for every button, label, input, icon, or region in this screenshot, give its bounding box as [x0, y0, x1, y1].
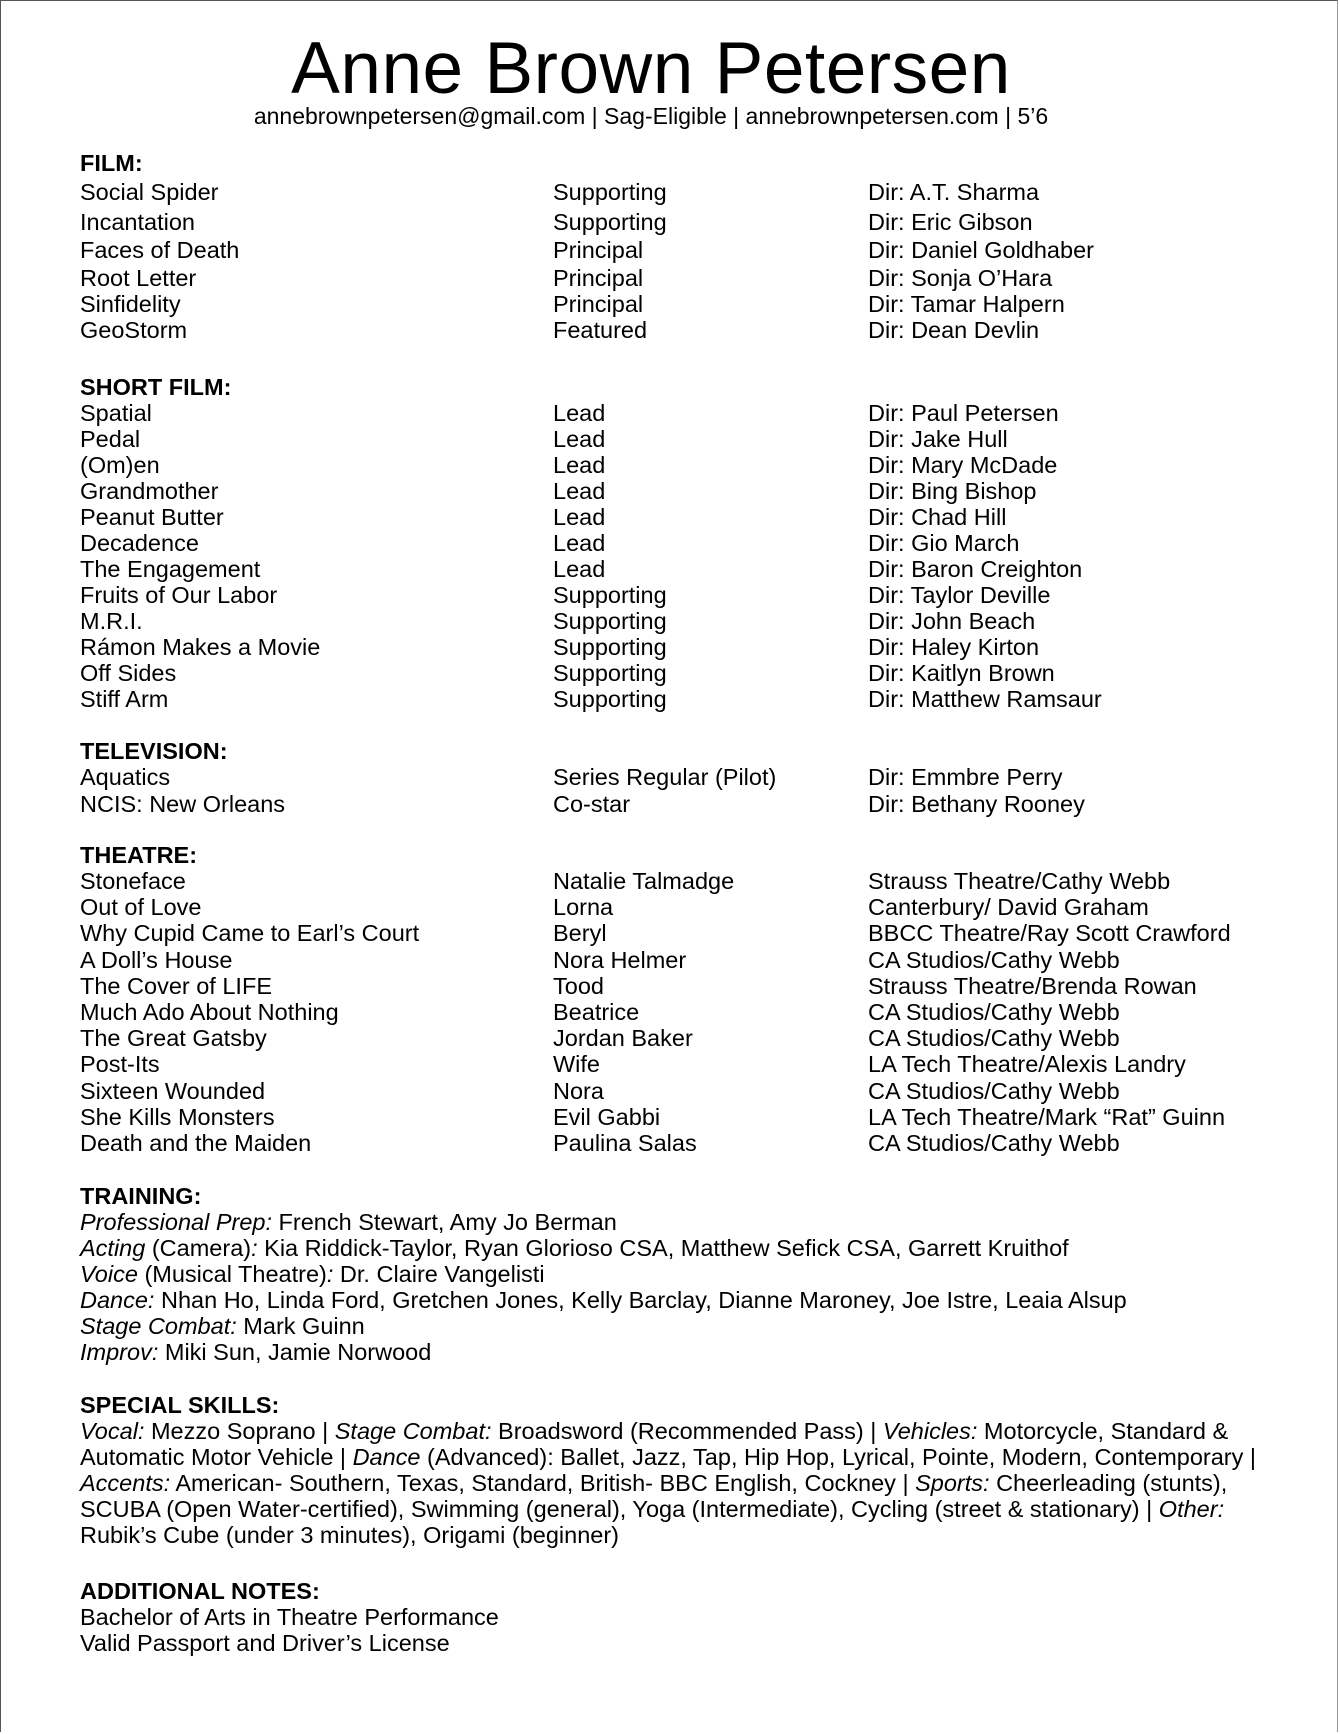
credit-director: Dir: Bing Bishop — [868, 478, 1037, 504]
credit-director: CA Studios/Cathy Webb — [868, 1130, 1120, 1157]
credit-director: LA Tech Theatre/Mark “Rat” Guinn — [868, 1103, 1226, 1130]
credit-role: Beryl — [553, 920, 607, 947]
credit-director: LA Tech Theatre/Alexis Landry — [868, 1051, 1186, 1078]
credit-director: BBCC Theatre/Ray Scott Crawford — [868, 920, 1231, 947]
credit-director: Dir: Baron Creighton — [868, 556, 1083, 582]
credit-title: Much Ado About Nothing — [80, 999, 339, 1026]
training-heading: TRAINING: — [80, 1183, 202, 1209]
credit-director: Dir: Dean Devlin — [868, 317, 1040, 343]
television-credits — [80, 764, 1280, 817]
credit-row — [80, 608, 1280, 634]
credit-title: (Om)en — [80, 452, 160, 478]
film-credits — [80, 176, 1280, 343]
credit-row — [80, 660, 1280, 686]
credit-role: Lead — [553, 426, 606, 452]
training-section — [80, 1183, 1280, 1365]
credit-row — [80, 317, 1280, 343]
credit-director: CA Studios/Cathy Webb — [868, 946, 1120, 973]
credit-row — [80, 999, 1280, 1025]
credit-director: Dir: John Beach — [868, 608, 1036, 634]
television-section — [80, 738, 1280, 817]
credit-role: Lead — [553, 400, 606, 426]
credit-title: Why Cupid Came to Earl’s Court — [80, 920, 420, 947]
credit-title: Decadence — [80, 530, 199, 556]
credit-role: Supporting — [553, 582, 667, 608]
credit-title: Out of Love — [80, 894, 202, 921]
credit-row — [80, 1104, 1280, 1130]
contact-line: annebrownpetersen@gmail.com | Sag-Eligible | annebrownpetersen.com | 5’6 — [253, 103, 1049, 129]
credit-director: Dir: Gio March — [868, 530, 1020, 556]
credit-title: NCIS: New Orleans — [80, 790, 286, 817]
credit-title: Pedal — [80, 426, 141, 452]
credit-row — [80, 426, 1280, 452]
credit-title: Sinfidelity — [80, 291, 181, 317]
credit-row — [80, 947, 1280, 973]
credit-role: Lorna — [553, 894, 614, 921]
credit-director: Dir: Bethany Rooney — [868, 790, 1085, 817]
credit-role: Lead — [553, 478, 606, 504]
credit-title: The Cover of LIFE — [80, 972, 272, 999]
credit-row — [80, 208, 1280, 236]
credit-director: Dir: Tamar Halpern — [868, 291, 1065, 317]
credit-role: Supporting — [553, 686, 667, 712]
credit-row — [80, 530, 1280, 556]
credit-role: Featured — [553, 317, 648, 343]
credit-role: Principal — [553, 237, 644, 263]
additional-notes-section — [80, 1578, 1280, 1656]
credit-title: M.R.I. — [80, 608, 143, 634]
special-skills-section — [80, 1392, 1280, 1548]
credit-role: Supporting — [553, 608, 667, 634]
training-line: Stage Combat: Mark Guinn — [80, 1313, 365, 1339]
credit-title: Faces of Death — [80, 237, 240, 263]
credit-row — [80, 291, 1280, 317]
credit-title: Death and the Maiden — [80, 1130, 312, 1157]
credit-director: Dir: Sonja O’Hara — [868, 265, 1053, 291]
credit-role: Lead — [553, 530, 606, 556]
credit-row — [80, 236, 1280, 265]
credit-title: Aquatics — [80, 764, 171, 790]
skills-line: Rubik’s Cube (under 3 minutes), Origami (beginner) — [80, 1522, 619, 1548]
credit-title: Post-Its — [80, 1051, 160, 1078]
credit-role: Nora Helmer — [553, 946, 687, 973]
credit-role: Principal — [553, 291, 644, 317]
credit-title: Grandmother — [80, 478, 219, 504]
credit-director: Strauss Theatre/Brenda Rowan — [868, 972, 1197, 999]
credit-director: Dir: Eric Gibson — [868, 209, 1033, 235]
training-line: Acting (Camera): Kia Riddick-Taylor, Ryan Glorioso CSA, Matthew Sefick CSA, Garrett Kruithof — [80, 1235, 1069, 1261]
credit-row — [80, 556, 1280, 582]
credit-row — [80, 764, 1280, 791]
credit-role: Beatrice — [553, 999, 640, 1026]
theatre-credits — [80, 868, 1280, 1156]
credit-role: Supporting — [553, 179, 667, 205]
credit-role: Evil Gabbi — [553, 1103, 661, 1130]
credit-director: CA Studios/Cathy Webb — [868, 999, 1120, 1026]
credit-title: Sixteen Wounded — [80, 1077, 266, 1104]
credit-title: The Engagement — [80, 556, 261, 582]
credit-title: Incantation — [80, 209, 195, 235]
credit-title: Peanut Butter — [80, 504, 224, 530]
credit-role: Principal — [553, 265, 644, 291]
short-film-credits — [80, 400, 1280, 712]
credit-director: Dir: Taylor Deville — [868, 582, 1051, 608]
credit-role: Supporting — [553, 660, 667, 686]
credit-role: Wife — [553, 1051, 600, 1078]
credit-row — [80, 894, 1280, 920]
note-line: Bachelor of Arts in Theatre Performance — [80, 1604, 499, 1630]
short-film-section — [80, 374, 1280, 712]
credit-director: Dir: Emmbre Perry — [868, 764, 1063, 790]
theatre-section — [80, 842, 1280, 1156]
credit-role: Tood — [553, 972, 604, 999]
credit-row — [80, 634, 1280, 660]
credit-row — [80, 582, 1280, 608]
training-line: Voice (Musical Theatre): Dr. Claire Vangelisti — [80, 1261, 545, 1287]
short-film-heading: SHORT FILM: — [80, 374, 232, 400]
credit-title: The Great Gatsby — [80, 1025, 267, 1052]
film-heading: FILM: — [80, 150, 143, 176]
credit-title: Root Letter — [80, 265, 197, 291]
credit-row — [80, 973, 1280, 999]
special-skills-heading: SPECIAL SKILLS: — [80, 1392, 280, 1418]
credit-row — [80, 176, 1280, 208]
credit-row — [80, 868, 1280, 894]
credit-director: Dir: Matthew Ramsaur — [868, 686, 1102, 712]
credit-title: A Doll’s House — [80, 946, 233, 973]
credit-row — [80, 1051, 1280, 1077]
credit-row — [80, 265, 1280, 291]
theatre-heading: THEATRE: — [80, 842, 198, 868]
credit-title: Off Sides — [80, 660, 177, 686]
television-heading: TELEVISION: — [80, 738, 228, 764]
credit-row — [80, 920, 1280, 946]
credit-director: Dir: A.T. Sharma — [868, 179, 1040, 205]
credit-director: Dir: Chad Hill — [868, 504, 1007, 530]
credit-role: Natalie Talmadge — [553, 868, 735, 894]
credit-role: Supporting — [553, 209, 667, 235]
credit-director: Strauss Theatre/Cathy Webb — [868, 868, 1171, 894]
credit-row — [80, 1130, 1280, 1156]
credit-director: Dir: Jake Hull — [868, 426, 1008, 452]
credit-title: Social Spider — [80, 179, 219, 205]
credit-director: Dir: Mary McDade — [868, 452, 1058, 478]
credit-role: Lead — [553, 504, 606, 530]
skills-line: Accents: American- Southern, Texas, Standard, British- BBC English, Cockney | Sports: Cheerleading (stunts), — [80, 1470, 1228, 1496]
credit-row — [80, 504, 1280, 530]
credit-title: Spatial — [80, 400, 152, 426]
credit-title: Rámon Makes a Movie — [80, 634, 321, 660]
credit-title: Fruits of Our Labor — [80, 582, 278, 608]
credit-title: She Kills Monsters — [80, 1103, 275, 1130]
credit-role: Lead — [553, 452, 606, 478]
credit-role: Nora — [553, 1077, 604, 1104]
credit-row — [80, 1025, 1280, 1051]
credit-role: Series Regular (Pilot) — [553, 764, 777, 790]
credit-director: Dir: Paul Petersen — [868, 400, 1059, 426]
credit-director: CA Studios/Cathy Webb — [868, 1025, 1120, 1052]
credit-director: Canterbury/ David Graham — [868, 894, 1149, 921]
credit-title: GeoStorm — [80, 317, 188, 343]
credit-title: Stiff Arm — [80, 686, 169, 712]
credit-director: Dir: Daniel Goldhaber — [868, 237, 1094, 263]
credit-role: Lead — [553, 556, 606, 582]
credit-director: Dir: Haley Kirton — [868, 634, 1040, 660]
note-line: Valid Passport and Driver’s License — [80, 1630, 450, 1656]
credit-role: Supporting — [553, 634, 667, 660]
credit-row — [80, 686, 1280, 712]
credit-role: Paulina Salas — [553, 1130, 697, 1157]
credit-director: Dir: Kaitlyn Brown — [868, 660, 1055, 686]
credit-row — [80, 400, 1280, 426]
credit-title: Stoneface — [80, 868, 186, 894]
additional-notes-heading: ADDITIONAL NOTES: — [80, 1578, 320, 1604]
resume-name: Anne Brown Petersen — [291, 28, 1011, 109]
training-line: Professional Prep: French Stewart, Amy Jo Berman — [80, 1209, 617, 1235]
credit-role: Co-star — [553, 790, 631, 817]
credit-row — [80, 478, 1280, 504]
training-line: Improv: Miki Sun, Jamie Norwood — [80, 1339, 432, 1365]
film-section — [80, 150, 1280, 343]
credit-row — [80, 452, 1280, 478]
credit-row — [80, 791, 1280, 818]
training-line: Dance: Nhan Ho, Linda Ford, Gretchen Jones, Kelly Barclay, Dianne Maroney, Joe Istre, Leaia Alsup — [80, 1287, 1127, 1313]
skills-line: SCUBA (Open Water-certified), Swimming (general), Yoga (Intermediate), Cycling (street & stationary) | Other: — [80, 1496, 1225, 1522]
credit-row — [80, 1078, 1280, 1104]
credit-role: Jordan Baker — [553, 1025, 693, 1052]
skills-line: Vocal: Mezzo Soprano | Stage Combat: Broadsword (Recommended Pass) | Vehicles: Motorcycle, Standard & — [80, 1418, 1229, 1444]
skills-line: Automatic Motor Vehicle | Dance (Advanced): Ballet, Jazz, Tap, Hip Hop, Lyrical, Pointe, Modern, Contemporary | — [80, 1444, 1257, 1470]
credit-director: CA Studios/Cathy Webb — [868, 1077, 1120, 1104]
